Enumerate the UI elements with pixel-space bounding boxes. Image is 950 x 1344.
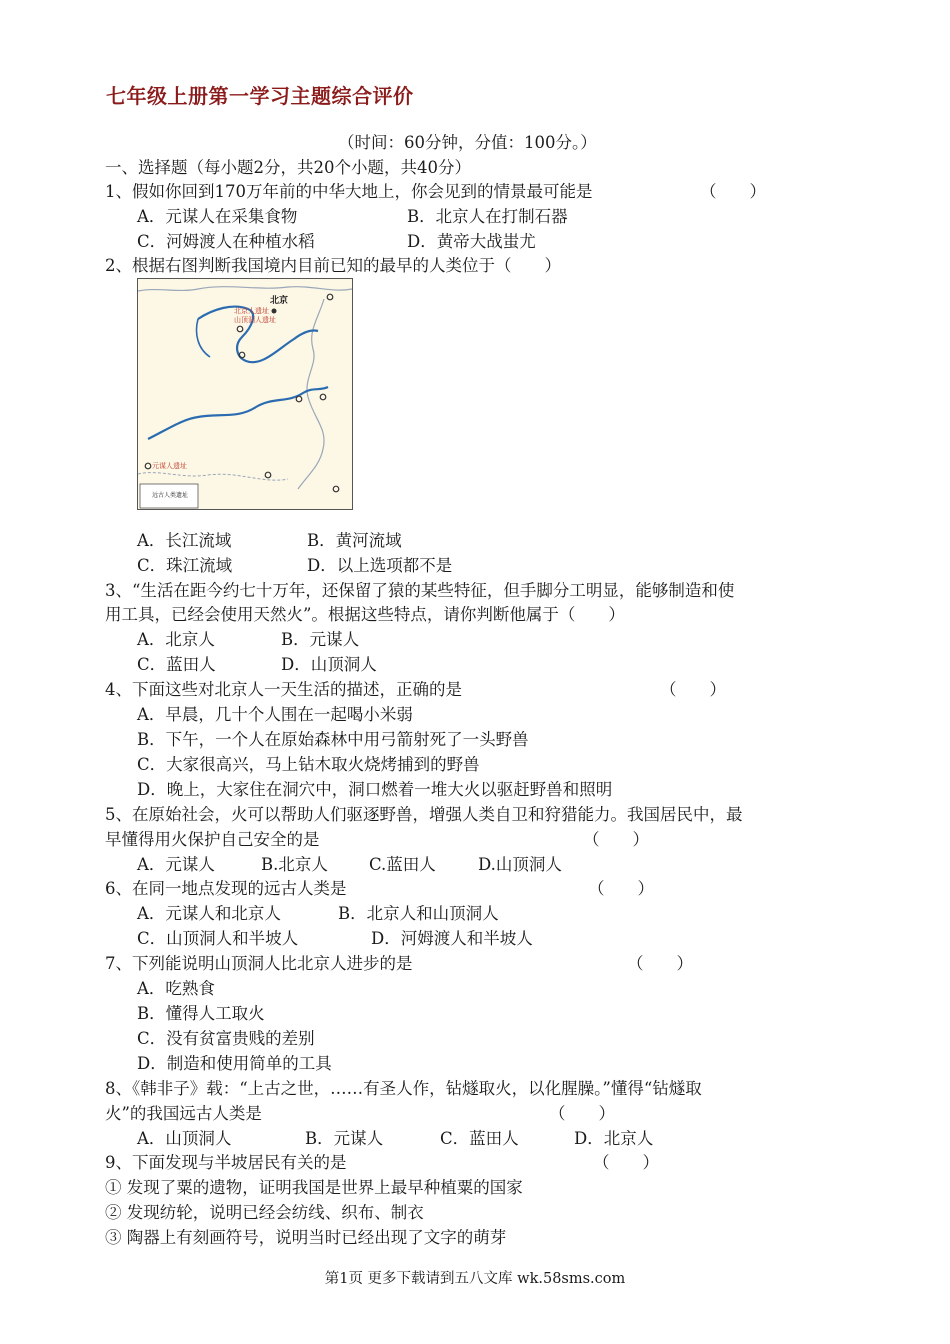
option-d: D．山顶洞人 (281, 655, 377, 674)
option-a: A．山顶洞人 (137, 1129, 232, 1148)
china-map-figure (137, 278, 353, 510)
answer-blank: （ ） (583, 830, 649, 849)
option-c: C．河姆渡人在种植水稻 (137, 232, 315, 251)
option-a: A．元谋人 (137, 855, 215, 874)
option-d: D．河姆渡人和半坡人 (371, 929, 533, 948)
map-label-beijing: 北京 (270, 296, 289, 306)
question-5-stem-cont: 早懂得用火保护自己安全的是 (105, 830, 320, 849)
answer-blank: （ ） (627, 954, 693, 973)
answer-blank: （ ） (700, 182, 766, 201)
option-b: B．下午，一个人在原始森林中用弓箭射死了一头野兽 (137, 730, 529, 749)
option-b: B．元谋人 (305, 1129, 384, 1148)
map-label-yuanmou: 元谋人遗址 (152, 462, 187, 470)
map-label-shandingdong: 山顶洞人遗址 (234, 316, 276, 324)
question-1-stem: 1、假如你回到170万年前的中华大地上，你会见到的情景最可能是 (105, 182, 593, 201)
question-8-stem: 8、《韩非子》载：“上古之世，……有圣人作，钻燧取火，以化腥臊。”懂得“钻燧取 (105, 1079, 702, 1098)
answer-blank: （ ） (660, 680, 726, 699)
question-8-stem-cont: 火”的我国远古人类是 (105, 1104, 262, 1123)
time-info: （时间：60分钟，分值：100分。） (338, 133, 597, 152)
option-c: C．蓝田人 (440, 1129, 519, 1148)
option-a: A．元谋人和北京人 (137, 904, 281, 923)
map-legend: 远古人类遗址 (152, 492, 189, 499)
statement-3: ③ 陶器上有刻画符号，说明当时已经出现了文字的萌芽 (105, 1228, 507, 1247)
option-b: B．北京人和山顶洞人 (338, 904, 499, 923)
option-d: D．以上选项都不是 (307, 556, 453, 575)
answer-blank: （ ） (549, 1104, 615, 1123)
option-c: C．没有贫富贵贱的差别 (137, 1029, 315, 1048)
question-7-stem: 7、下列能说明山顶洞人比北京人进步的是 (105, 954, 413, 973)
question-3-stem-cont: 用工具，已经会使用天然火”。根据这些特点，请你判断他属于（ ） (105, 605, 625, 624)
option-b: B．元谋人 (281, 630, 360, 649)
question-2-stem: 2、根据右图判断我国境内目前已知的最早的人类位于（ ） (105, 256, 561, 275)
option-d: D．制造和使用简单的工具 (137, 1054, 332, 1073)
answer-blank: （ ） (588, 879, 654, 898)
question-6-stem: 6、在同一地点发现的远古人类是 (105, 879, 347, 898)
option-a: A．元谋人在采集食物 (137, 207, 298, 226)
statement-1: ① 发现了粟的遗物，证明我国是世界上最早种植粟的国家 (105, 1178, 523, 1197)
question-5-stem: 5、在原始社会，火可以帮助人们驱逐野兽，增强人类自卫和狩猎能力。我国居民中，最 (105, 805, 743, 824)
option-b: B．北京人在打制石器 (407, 207, 568, 226)
option-c: C．大家很高兴，马上钻木取火烧烤捕到的野兽 (137, 755, 480, 774)
option-c: C．山顶洞人和半坡人 (137, 929, 299, 948)
statement-2: ② 发现纺轮，说明已经会纺线、织布、制衣 (105, 1203, 424, 1222)
option-c: C．珠江流域 (137, 556, 233, 575)
option-d: D．黄帝大战蚩尤 (407, 232, 536, 251)
option-a: A．吃熟食 (137, 979, 215, 998)
option-c: C.蓝田人 (369, 855, 436, 874)
option-c: C．蓝田人 (137, 655, 216, 674)
option-a: A．长江流域 (137, 531, 232, 550)
page-title: 七年级上册第一学习主题综合评价 (106, 84, 414, 108)
option-b: B．黄河流域 (307, 531, 402, 550)
page-footer: 第1页 更多下载请到五八文库 wk.58sms.com (324, 1271, 626, 1287)
map-label-peking-man: 北京人遗址 (234, 307, 269, 315)
section-heading: 一、选择题（每小题2分，共20个小题，共40分） (105, 158, 471, 177)
option-d: D.山顶洞人 (478, 855, 562, 874)
question-9-stem: 9、下面发现与半坡居民有关的是 (105, 1153, 347, 1172)
option-b: B.北京人 (261, 855, 328, 874)
option-a: A．北京人 (137, 630, 215, 649)
answer-blank: （ ） (593, 1153, 659, 1172)
option-d: D．北京人 (574, 1129, 654, 1148)
option-d: D．晚上，大家住在洞穴中，洞口燃着一堆大火以驱赶野兽和照明 (137, 780, 613, 799)
option-a: A．早晨，几十个人围在一起喝小米弱 (137, 705, 413, 724)
question-3-stem: 3、“生活在距今约七十万年，还保留了猿的某些特征，但手脚分工明显，能够制造和使 (105, 581, 735, 600)
question-4-stem: 4、下面这些对北京人一天生活的描述，正确的是 (105, 680, 462, 699)
option-b: B．懂得人工取火 (137, 1004, 265, 1023)
